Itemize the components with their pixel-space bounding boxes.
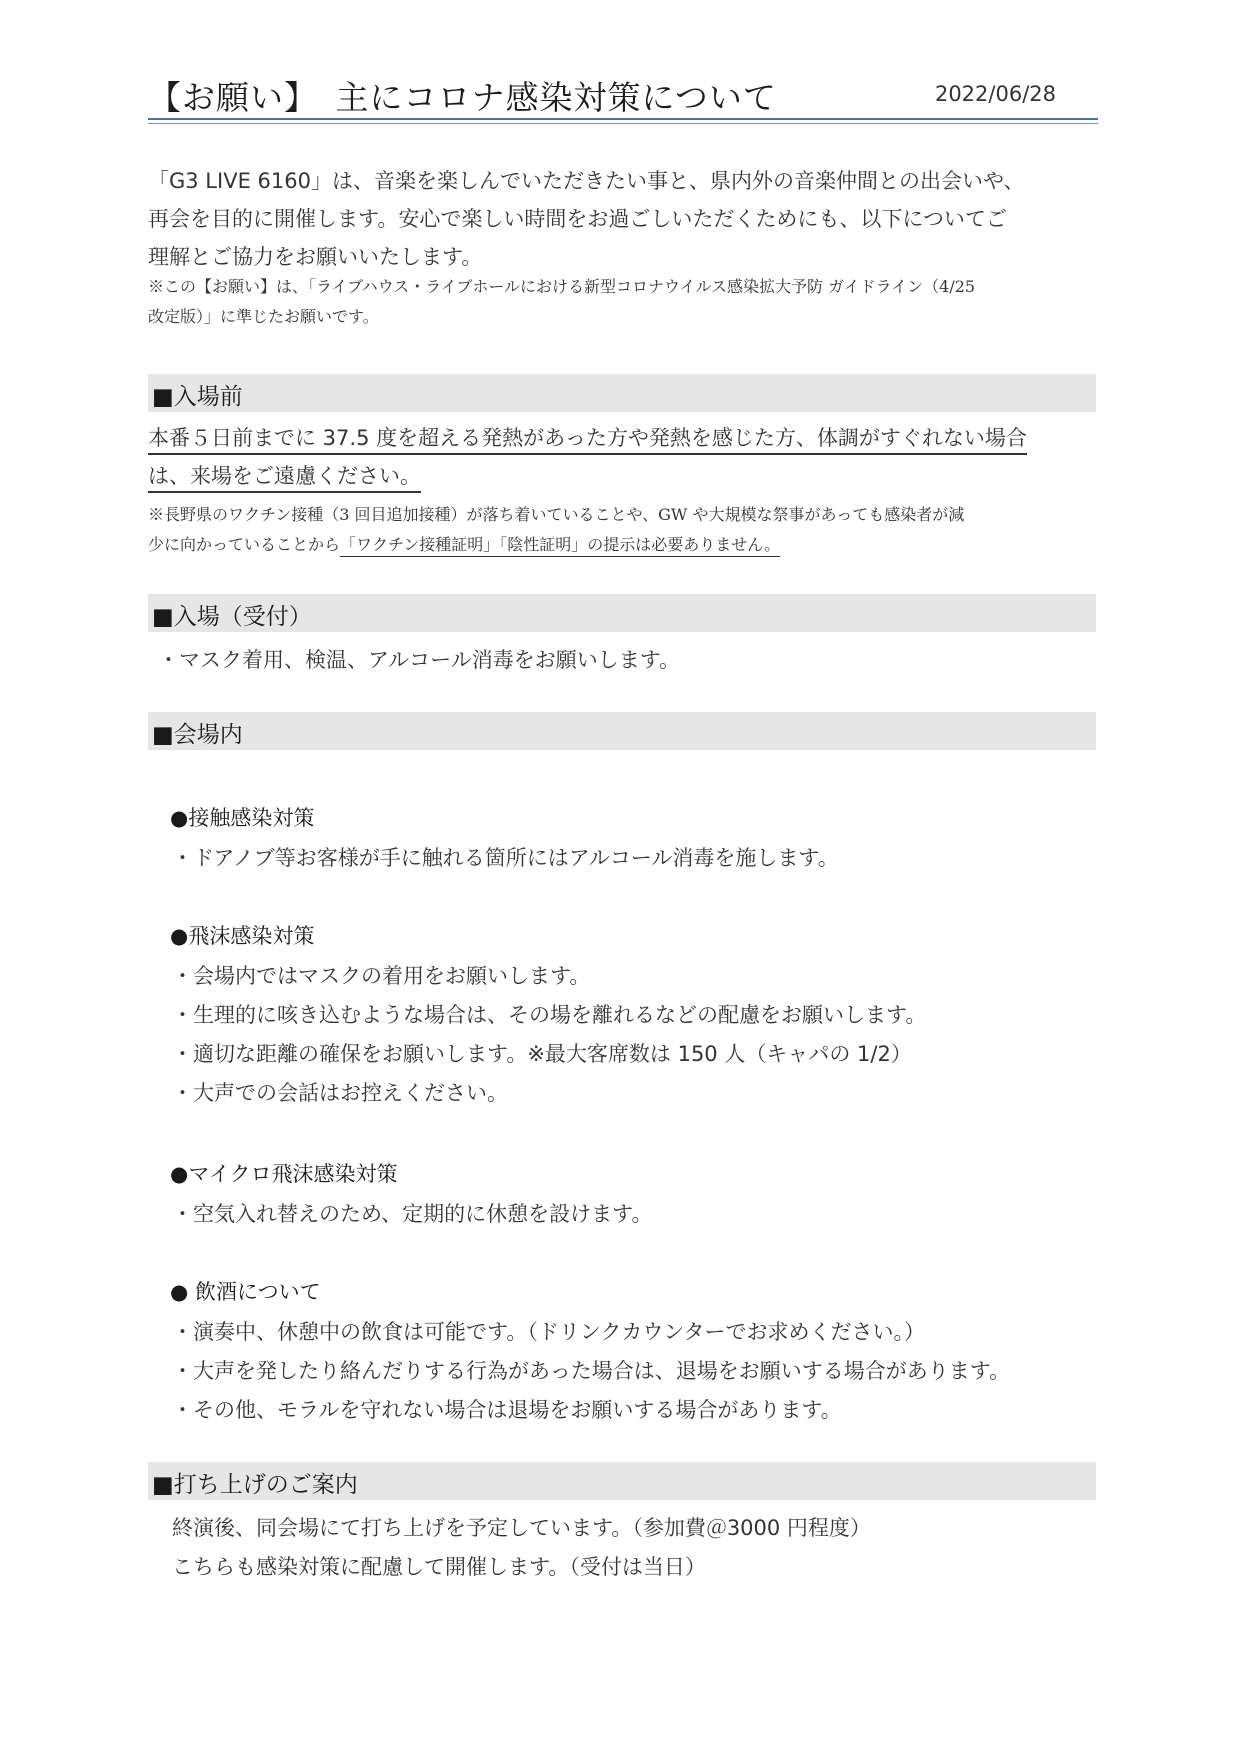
subheading-contact: ●接触感染対策 bbox=[170, 806, 315, 830]
underlined-text: 本番５日前までに 37.5 度を超える発熱があった方や発熱を感じた方、体調がすぐれない場合 bbox=[148, 426, 1027, 455]
venue-item: ・適切な距離の確保をお願いします。※最大客席数は 150 人（キャパの 1/2） bbox=[172, 1042, 912, 1066]
afterparty-line: 終演後、同会場にて打ち上げを予定しています。（参加費＠3000 円程度） bbox=[172, 1516, 871, 1540]
intro-line: 「G3 LIVE 6160」は、音楽を楽しんでいただきたい事と、県内外の音楽仲間との出会いや、 bbox=[148, 169, 1025, 193]
intro-paragraph bbox=[148, 162, 1088, 276]
fever-notice-line bbox=[148, 422, 1027, 452]
subheading-droplet: ●飛沫感染対策 bbox=[170, 924, 315, 948]
vaccine-note bbox=[148, 500, 1098, 560]
document-title: 【お願い】 主にコロナ感染対策について bbox=[148, 78, 777, 117]
venue-item: ・演奏中、休憩中の飲食は可能です。（ドリンクカウンターでお求めください。） bbox=[172, 1320, 926, 1344]
document-date: 2022/06/28 bbox=[934, 82, 1056, 106]
section-header-venue bbox=[148, 712, 1096, 750]
afterparty-line: こちらも感染対策に配慮して開催します。（受付は当日） bbox=[172, 1555, 706, 1579]
subheading-drinking: ● 飲酒について bbox=[170, 1280, 321, 1304]
intro-line: 理解とご協力をお願いいたします。 bbox=[148, 245, 483, 269]
intro-line: 再会を目的に開催します。安心で楽しい時間をお過ごしいただくためにも、以下についてご bbox=[148, 207, 1007, 231]
fever-notice-line bbox=[148, 460, 421, 490]
subheading-micro: ●マイクロ飛沫感染対策 bbox=[170, 1162, 398, 1186]
vaccine-note-text: 少に向かっていることから bbox=[148, 535, 341, 554]
venue-item: ・ドアノブ等お客様が手に触れる箇所にはアルコール消毒を施します。 bbox=[172, 846, 839, 870]
section-heading: ■入場（受付） bbox=[152, 604, 312, 630]
section-header-before-entry bbox=[148, 374, 1096, 412]
venue-item: ・会場内ではマスクの着用をお願いします。 bbox=[172, 964, 591, 988]
venue-item: ・大声を発したり絡んだりする行為があった場合は、退場をお願いする場合があります。 bbox=[172, 1359, 1011, 1383]
section-header-afterparty bbox=[148, 1462, 1096, 1500]
venue-item: ・空気入れ替えのため、定期的に休憩を設けます。 bbox=[172, 1202, 653, 1226]
intro-note-line: ※この【お願い】は、「ライブハウス・ライブホールにおける新型コロナウイルス感染拡大予防 ガイドライン（4/25 bbox=[148, 277, 976, 296]
vaccine-note-line bbox=[148, 530, 1098, 560]
header-divider bbox=[148, 118, 1098, 120]
section-heading: ■打ち上げのご案内 bbox=[152, 1472, 358, 1498]
vaccine-note-line: ※長野県のワクチン接種（3 回目追加接種）が落ち着いていることや、GW や大規模な祭事があっても感染者が減 bbox=[148, 505, 965, 524]
intro-note bbox=[148, 272, 1098, 332]
vaccine-note-underlined: 「ワクチン接種証明」「陰性証明」の提示は必要ありません。 bbox=[340, 535, 780, 557]
section-header-entry bbox=[148, 594, 1096, 632]
intro-note-line: 改定版）」に準じたお願いです。 bbox=[148, 307, 379, 326]
header-divider-secondary bbox=[148, 123, 1098, 124]
underlined-text: は、来場をご遠慮ください。 bbox=[148, 464, 421, 493]
section-heading: ■入場前 bbox=[152, 384, 243, 410]
section-heading: ■会場内 bbox=[152, 722, 243, 748]
entry-item: ・マスク着用、検温、アルコール消毒をお願いします。 bbox=[158, 648, 681, 672]
venue-item: ・生理的に咳き込むような場合は、その場を離れるなどの配慮をお願いします。 bbox=[172, 1003, 927, 1027]
venue-item: ・その他、モラルを守れない場合は退場をお願いする場合があります。 bbox=[172, 1398, 842, 1422]
venue-item: ・大声での会話はお控えください。 bbox=[172, 1081, 508, 1105]
